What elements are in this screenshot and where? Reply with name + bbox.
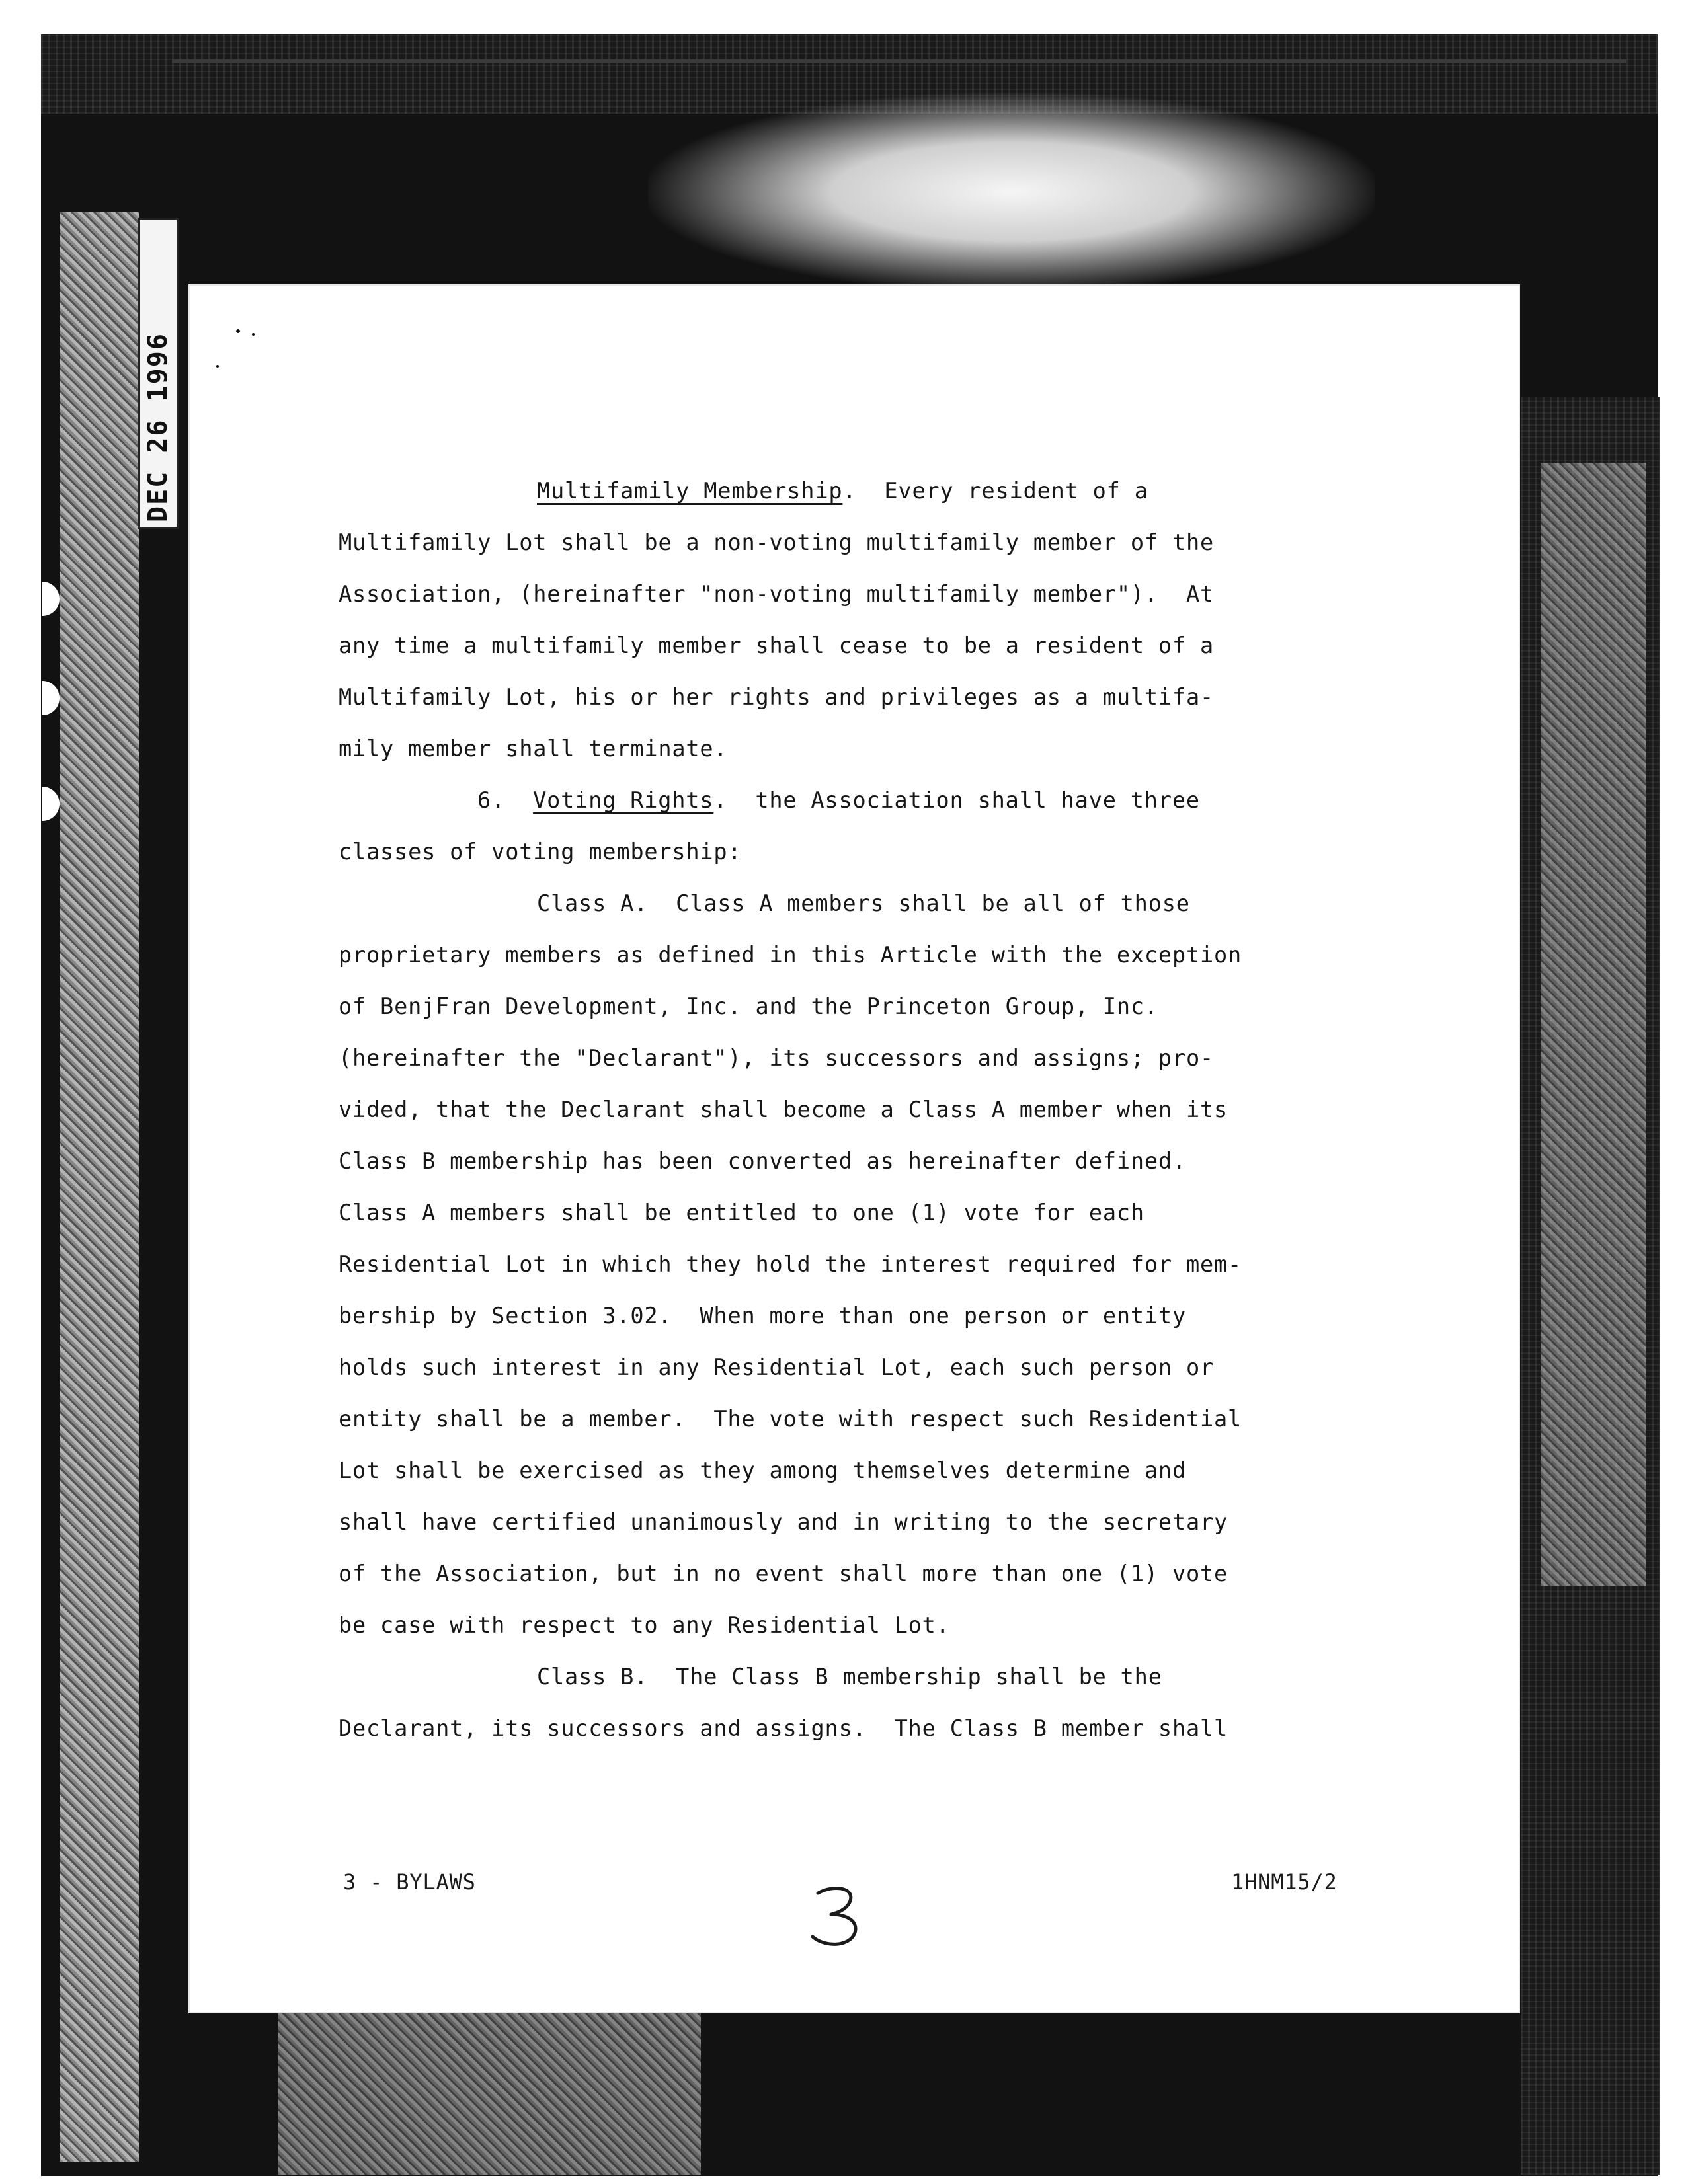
text-line	[339, 1239, 1370, 1290]
text-line	[339, 775, 1370, 826]
text-run: bership by Section 3.02. When more than one person or entity	[339, 1303, 1186, 1329]
footer-document-id: 1HNM15/2	[1231, 1869, 1338, 1894]
text-line	[339, 1703, 1370, 1754]
text-line	[339, 1033, 1370, 1084]
text-run: . the Association shall have three	[713, 787, 1200, 813]
text-line	[339, 1084, 1370, 1136]
speck	[236, 329, 240, 333]
text-line	[339, 723, 1370, 775]
text-run: vided, that the Declarant shall become a Class A member when its	[339, 1097, 1228, 1122]
text-line	[339, 929, 1370, 981]
section-heading: Voting Rights	[533, 787, 714, 813]
paragraph-voting-rights	[339, 775, 1370, 878]
text-line	[339, 672, 1370, 723]
text-run: mily member shall terminate.	[339, 736, 728, 761]
text-run: Class B membership has been converted as hereinafter defined.	[339, 1148, 1186, 1174]
text-run: of the Association, but in no event shall more than one (1) vote	[339, 1561, 1228, 1586]
text-line	[339, 878, 1370, 929]
text-line	[339, 1290, 1370, 1342]
speck	[216, 365, 219, 368]
text-line	[339, 1548, 1370, 1600]
text-run: any time a multifamily member shall cease to be a resident of a	[339, 633, 1214, 658]
text-run: Residential Lot in which they hold the interest required for mem-	[339, 1251, 1242, 1277]
footer-section-label: 3 - BYLAWS	[343, 1869, 476, 1894]
text-run: . Every resident of a	[842, 478, 1148, 504]
text-line	[339, 1342, 1370, 1393]
scan-noise-right-patch	[1541, 463, 1646, 1586]
text-line	[339, 465, 1370, 517]
paragraph-multifamily	[339, 465, 1370, 775]
text-line	[339, 981, 1370, 1033]
scan-noise-left	[60, 212, 139, 2162]
scan-noise-bottom	[278, 2009, 701, 2175]
scan-glare-top	[648, 93, 1375, 291]
text-run: holds such interest in any Residential Lot, each such person or	[339, 1354, 1214, 1380]
text-line	[339, 517, 1370, 568]
text-run: Class B. The Class B membership shall be the	[537, 1664, 1162, 1690]
text-line	[339, 1651, 1370, 1703]
text-line	[339, 1497, 1370, 1548]
text-run: Lot shall be exercised as they among themselves determine and	[339, 1458, 1186, 1483]
text-run: classes of voting membership:	[339, 839, 742, 865]
date-stamp: DEC 26 1996	[143, 332, 173, 522]
paragraph-class-b	[339, 1651, 1370, 1754]
text-run: 6.	[477, 787, 534, 813]
text-line	[339, 1600, 1370, 1651]
document-body	[339, 465, 1370, 1754]
text-run: be case with respect to any Residential Lot.	[339, 1612, 950, 1638]
handwritten-page-number	[798, 1879, 877, 1951]
paragraph-class-a	[339, 878, 1370, 1651]
text-run: proprietary members as defined in this Article with the exception	[339, 942, 1242, 968]
text-run: (hereinafter the "Declarant"), its successors and assigns; pro-	[339, 1045, 1214, 1071]
text-line	[339, 826, 1370, 878]
text-run: Multifamily Lot shall be a non-voting multifamily member of the	[339, 529, 1214, 555]
text-line	[339, 1136, 1370, 1187]
text-run: shall have certified unanimously and in writing to the secretary	[339, 1509, 1228, 1535]
section-heading: Multifamily Membership	[537, 478, 843, 504]
text-line	[339, 568, 1370, 620]
text-run: entity shall be a member. The vote with respect such Residential	[339, 1406, 1242, 1432]
text-run: Declarant, its successors and assigns. The Class B member shall	[339, 1715, 1228, 1741]
text-run: Association, (hereinafter "non-voting multifamily member"). At	[339, 581, 1214, 607]
text-line	[339, 1393, 1370, 1445]
text-run: Class A. Class A members shall be all of those	[537, 890, 1190, 916]
document-page	[190, 286, 1519, 2012]
text-run: of BenjFran Development, Inc. and the Princeton Group, Inc.	[339, 994, 1158, 1019]
text-line	[339, 1445, 1370, 1497]
text-line	[339, 1187, 1370, 1239]
speck	[252, 333, 255, 336]
scan-top-rule	[172, 59, 1626, 63]
text-run: Multifamily Lot, his or her rights and privileges as a multifa-	[339, 684, 1214, 710]
text-line	[339, 620, 1370, 672]
text-run: Class A members shall be entitled to one (1) vote for each	[339, 1200, 1144, 1226]
